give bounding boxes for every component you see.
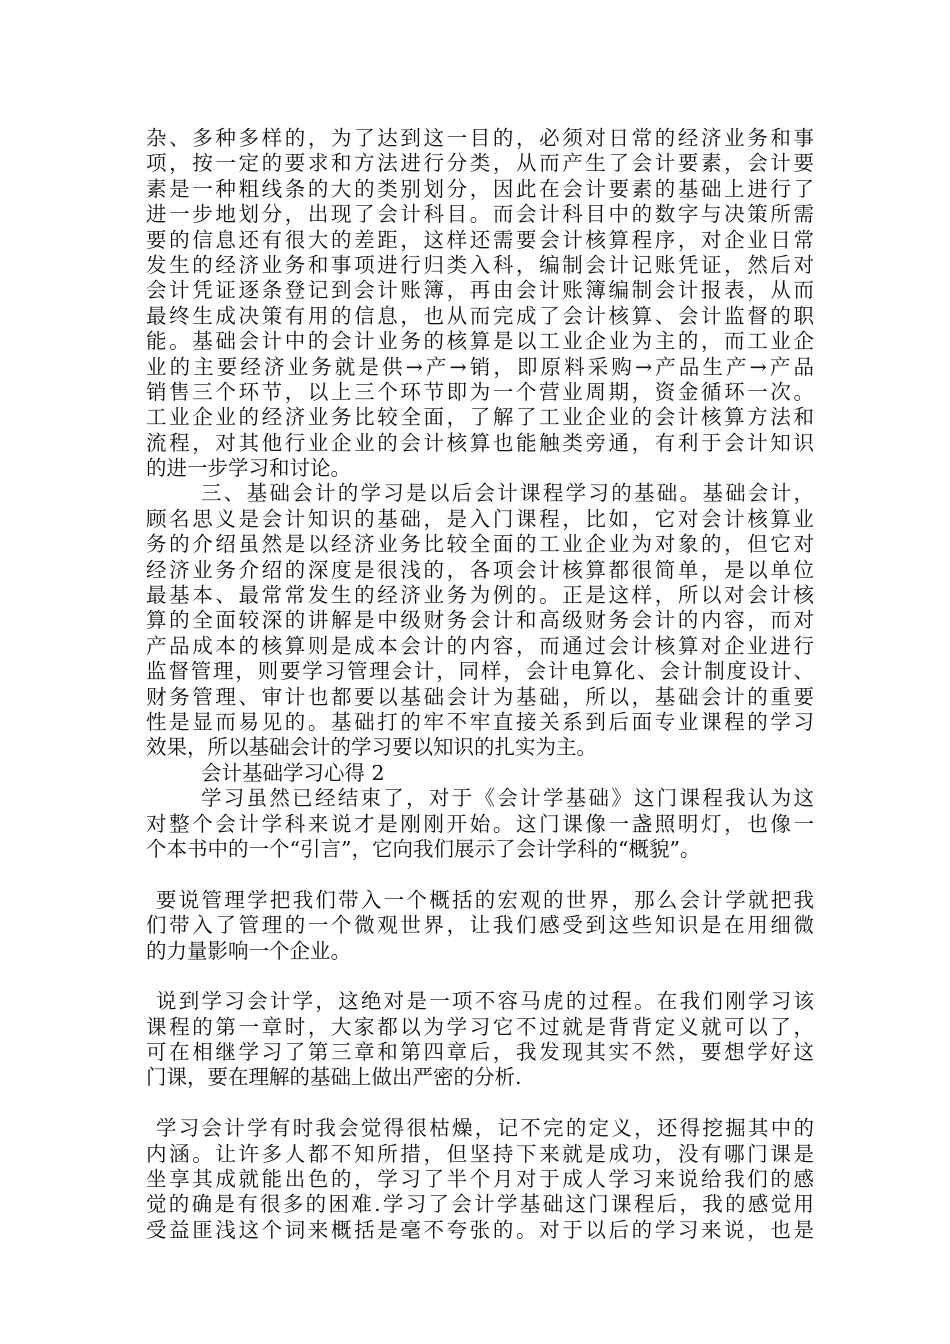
text-line: 坐享其成就能出色的，学习了半个月对于成人学习来说给我们的感 xyxy=(146,1167,814,1192)
text-line: 财务管理、审计也都要以基础会计为基础，所以，基础会计的重要 xyxy=(146,684,814,709)
text-line: 课程的第一章时，大家都以为学习它不过就是背背定义就可以了， xyxy=(146,1014,814,1039)
text-line: 受益匪浅这个词来概括是毫不夸张的。对于以后的学习来说，也是 xyxy=(146,1217,814,1242)
document-page xyxy=(146,126,814,1243)
text-line: 项，按一定的要求和方法进行分类，从而产生了会计要素，会计要 xyxy=(146,151,814,176)
paragraph-3 xyxy=(146,786,814,862)
text-line: 最终生成决策有用的信息，也从而完成了会计核算、会计监督的职 xyxy=(146,303,814,328)
text-line: 最基本、最常常发生的经济业务为例的。正是这样，所以对会计核 xyxy=(146,583,814,608)
text-line: 可在相继学习了第三章和第四章后，我发现其实不然，要想学好这 xyxy=(146,1040,814,1065)
text-line: 对整个会计学科来说才是刚刚开始。这门课像一盏照明灯，也像一 xyxy=(146,811,814,836)
text-line: 监督管理，则要学习管理会计，同样，会计电算化、会计制度设计、 xyxy=(146,659,814,684)
text-line: 们带入了管理的一个微观世界，让我们感受到这些知识是在用细微 xyxy=(146,913,814,938)
paragraph-2 xyxy=(146,481,814,760)
text-line: 素是一种粗线条的大的类别划分，因此在会计要素的基础上进行了 xyxy=(146,176,814,201)
text-line: 务的介绍虽然是以经济业务比较全面的工业企业为对象的，但它对 xyxy=(146,532,814,557)
text-line: 性是显而易见的。基础打的牢不牢直接关系到后面专业课程的学习 xyxy=(146,709,814,734)
text-line: 三、基础会计的学习是以后会计课程学习的基础。基础会计， xyxy=(201,481,814,506)
section-heading: 会计基础学习心得 2 xyxy=(201,760,385,785)
text-line: 工业企业的经济业务比较全面，了解了工业企业的会计核算方法和 xyxy=(146,405,814,430)
text-line: 内涵。让许多人都不知所措，但坚持下来就是成功，没有哪门课是 xyxy=(146,1141,814,1166)
paragraph-1 xyxy=(146,126,814,481)
text-line: 的进一步学习和讨论。 xyxy=(146,456,351,481)
text-line: 学习会计学有时我会觉得很枯燥，记不完的定义，还得挖掘其中的 xyxy=(156,1116,814,1141)
text-line: 个本书中的一个“引言”，它向我们展示了会计学科的“概貌”。 xyxy=(146,836,701,861)
paragraph-4 xyxy=(146,888,814,964)
text-line: 会计凭证逐条登记到会计账簿，再由会计账簿编制会计报表，从而 xyxy=(146,278,814,303)
text-line: 经济业务介绍的深度是很浅的，各项会计核算都很简单，是以单位 xyxy=(146,557,814,582)
text-line: 能。基础会计中的会计业务的核算是以工业企业为主的，而工业企 xyxy=(146,329,814,354)
text-line: 杂、多种多样的，为了达到这一目的，必须对日常的经济业务和事 xyxy=(146,126,814,150)
text-line: 的力量影响一个企业。 xyxy=(146,938,351,963)
text-line: 业的主要经济业务就是供→产→销，即原料采购→产品生产→产品 xyxy=(146,354,814,379)
blank-line xyxy=(146,862,814,887)
text-line: 觉的确是有很多的困难.学习了会计学基础这门课程后，我的感觉用 xyxy=(146,1192,814,1217)
text-line: 顾名思义是会计知识的基础，是入门课程，比如，它对会计核算业 xyxy=(146,506,814,531)
text-line: 说到学习会计学，这绝对是一项不容马虎的过程。在我们刚学习该 xyxy=(156,989,814,1014)
blank-line xyxy=(146,1091,814,1116)
text-line: 产品成本的核算则是成本会计的内容，而通过会计核算对企业进行 xyxy=(146,633,814,658)
paragraph-6 xyxy=(146,1116,814,1243)
text-line: 发生的经济业务和事项进行归类入科，编制会计记账凭证，然后对 xyxy=(146,252,814,277)
text-line: 销售三个环节，以上三个环节即为一个营业周期，资金循环一次。 xyxy=(146,379,814,404)
blank-line xyxy=(146,964,814,989)
text-line: 门课，要在理解的基础上做出严密的分析. xyxy=(146,1065,522,1090)
text-line: 要的信息还有很大的差距，这样还需要会计核算程序，对企业日常 xyxy=(146,227,814,252)
text-line: 进一步地划分，出现了会计科目。而会计科目中的数字与决策所需 xyxy=(146,202,814,227)
text-line: 算的全面较深的讲解是中级财务会计和高级财务会计的内容，而对 xyxy=(146,608,814,633)
text-line: 要说管理学把我们带入一个概括的宏观的世界，那么会计学就把我 xyxy=(156,887,814,912)
text-line: 学习虽然已经结束了，对于《会计学基础》这门课程我认为这 xyxy=(201,786,814,811)
paragraph-5 xyxy=(146,989,814,1091)
text-line: 流程，对其他行业企业的会计核算也能触类旁通，有利于会计知识 xyxy=(146,430,814,455)
text-line: 效果，所以基础会计的学习要以知识的扎实为主。 xyxy=(146,735,597,760)
